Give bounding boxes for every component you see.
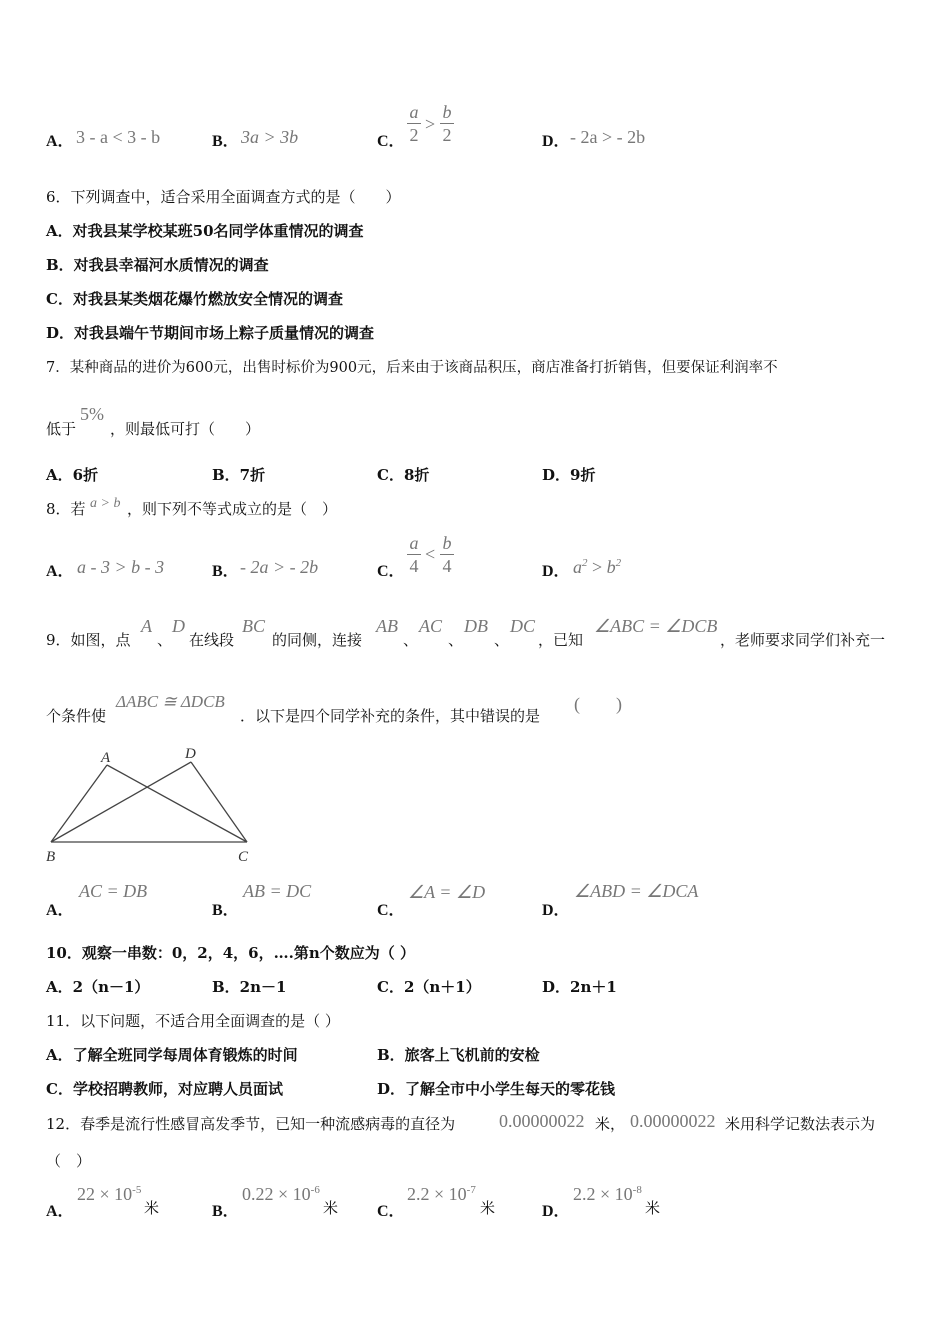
q12-option-c-label: C． xyxy=(377,1203,405,1220)
numerator: a xyxy=(409,533,419,553)
q12-option-b-expr xyxy=(242,1184,320,1205)
segment-ab xyxy=(51,765,107,842)
q9-sep-3: 、 xyxy=(494,631,510,649)
q5-option-a-label: A． xyxy=(46,133,74,150)
q9-text-4: 的同侧，连接 xyxy=(272,631,363,649)
q10-option-c: C．2（n＋1） xyxy=(377,978,481,996)
q9-segment-ab: AB xyxy=(376,616,398,636)
q5-option-a-expr: 3 - a < 3 - b xyxy=(76,127,161,147)
q8-stem-end: ，则下列不等式成立的是（ ） xyxy=(127,500,338,518)
q7-option-d: D．9折 xyxy=(542,466,596,484)
q9-congruence: ΔABC ≅ ΔDCB xyxy=(116,692,225,711)
exponent: 2 xyxy=(615,557,622,569)
q12-stem-end: 米用科学记数法表示为 xyxy=(725,1115,876,1133)
q9-option-b-expr: AB = DC xyxy=(243,881,312,901)
q9-option-a-label: A． xyxy=(46,902,74,919)
denominator: 2 xyxy=(442,125,452,145)
q8-option-d-expr xyxy=(573,557,621,578)
q12-option-a-expr xyxy=(77,1184,141,1205)
q11-option-d: D．了解全市中小学生每天的零花钱 xyxy=(377,1080,616,1098)
q12-option-a-label: A． xyxy=(46,1203,74,1220)
q12-stem-line2: （ ） xyxy=(46,1152,92,1170)
q9-option-c-label: C． xyxy=(377,902,405,919)
q9-option-c-expr: ∠A = ∠D xyxy=(408,882,486,902)
segment-ac xyxy=(107,765,247,842)
q9-sep-2: 、 xyxy=(448,631,464,649)
q9-angle-condition: ∠ABC = ∠DCB xyxy=(594,616,718,636)
q9-line2-start: 个条件使 xyxy=(46,707,107,725)
q12-option-c-expr xyxy=(407,1184,476,1205)
q9-line2-end: ．以下是四个同学补充的条件，其中错误的是 xyxy=(240,707,541,725)
exponent: -5 xyxy=(132,1184,142,1196)
q5-c-fraction-left xyxy=(407,101,421,146)
q12-option-b-unit: 米 xyxy=(323,1199,339,1217)
q9-segment-dc: DC xyxy=(510,616,536,636)
q5-c-operator: > xyxy=(425,114,436,134)
q12-option-c-unit: 米 xyxy=(480,1199,496,1217)
mantissa: 0.22 × 10 xyxy=(242,1184,311,1204)
q6-option-c: C．对我县某类烟花爆竹燃放安全情况的调查 xyxy=(46,290,343,308)
exponent: -8 xyxy=(632,1184,642,1196)
q9-option-a-expr: AC = DB xyxy=(79,881,148,901)
mantissa: 2.2 × 10 xyxy=(573,1184,633,1204)
q12-number-1: 0.00000022 xyxy=(499,1111,585,1131)
q8-condition: a > b xyxy=(90,496,121,511)
q8-option-b-expr: - 2a > - 2b xyxy=(240,557,319,577)
q7-option-b: B．7折 xyxy=(212,466,266,484)
q8-option-a-expr: a - 3 > b - 3 xyxy=(77,557,165,577)
q5-option-b-expr: 3a > 3b xyxy=(241,127,299,147)
q7-stem-line2-start: 低于 xyxy=(46,420,77,438)
q9-answer-paren: ( ) xyxy=(574,694,622,714)
q8-option-d-label: D． xyxy=(542,563,570,580)
mantissa: 22 × 10 xyxy=(77,1184,133,1204)
q10-option-d: D．2n＋1 xyxy=(542,978,617,996)
q10-option-b: B．2n－1 xyxy=(212,978,287,996)
q12-number-2: 0.00000022 xyxy=(630,1111,716,1131)
q9-point-d: D xyxy=(172,616,185,636)
q9-text-1: 9．如图，点 xyxy=(46,631,131,649)
q8-c-fraction-right xyxy=(440,532,454,577)
q9-text-3: 在线段 xyxy=(189,631,235,649)
q8-option-c-label: C． xyxy=(377,563,405,580)
q5-option-d-label: D． xyxy=(542,133,570,150)
q9-text-5: ，已知 xyxy=(538,631,584,649)
label-b: B xyxy=(46,849,56,865)
operator: > xyxy=(587,557,607,577)
q8-c-fraction-left xyxy=(407,532,421,577)
q8-c-operator: < xyxy=(425,544,436,564)
q7-stem-line2-end: ，则最低可打（ ） xyxy=(110,420,261,438)
q9-sep: 、 xyxy=(157,631,173,649)
q6-option-d: D．对我县端午节期间市场上粽子质量情况的调查 xyxy=(46,324,375,342)
q9-option-b-label: B． xyxy=(212,902,239,919)
q5-option-c-label: C． xyxy=(377,133,405,150)
q5-option-d-expr: - 2a > - 2b xyxy=(570,127,646,147)
q5-option-b-label: B． xyxy=(212,133,239,150)
q9-figure xyxy=(40,740,270,870)
label-c: C xyxy=(238,849,249,865)
q12-stem-mid: 米， xyxy=(595,1115,626,1133)
exponent: -7 xyxy=(466,1184,476,1196)
q9-segment-ac: AC xyxy=(419,616,443,636)
base: b xyxy=(606,557,616,577)
q8-option-b-label: B． xyxy=(212,563,239,580)
q11-option-c: C．学校招聘教师，对应聘人员面试 xyxy=(46,1080,283,1098)
q8-stem-start: 8．若 xyxy=(46,500,86,518)
numerator: a xyxy=(409,102,419,122)
q6-option-b: B．对我县幸福河水质情况的调查 xyxy=(46,256,269,274)
numerator: b xyxy=(442,533,452,553)
mantissa: 2.2 × 10 xyxy=(407,1184,467,1204)
numerator: b xyxy=(442,102,452,122)
q6-stem: 6．下列调查中，适合采用全面调查方式的是（ ） xyxy=(46,188,401,206)
q9-sep-1: 、 xyxy=(403,631,419,649)
q9-point-a: A xyxy=(141,616,152,636)
q9-segment-bc: BC xyxy=(242,616,266,636)
denominator: 4 xyxy=(442,556,452,576)
q9-option-d-expr: ∠ABD = ∠DCA xyxy=(574,881,699,901)
base: a xyxy=(573,557,582,577)
q7-option-c: C．8折 xyxy=(377,466,430,484)
segment-db xyxy=(51,762,191,842)
q8-option-a-label: A． xyxy=(46,563,74,580)
exponent: 2 xyxy=(582,557,588,569)
q9-segment-db: DB xyxy=(464,616,488,636)
q6-option-a: A．对我县某学校某班50名同学体重情况的调查 xyxy=(46,222,364,240)
q10-stem: 10．观察一串数：0，2，4，6，….第n个数应为（ ） xyxy=(46,944,415,962)
segment-dc xyxy=(191,762,247,842)
q12-option-b-label: B． xyxy=(212,1203,239,1220)
q7-percent: 5% xyxy=(80,404,104,424)
q5-c-fraction-right xyxy=(440,101,454,146)
denominator: 4 xyxy=(409,556,419,576)
exponent: -6 xyxy=(310,1184,320,1196)
q12-option-d-expr xyxy=(573,1184,642,1205)
q12-option-d-label: D． xyxy=(542,1203,570,1220)
denominator: 2 xyxy=(409,125,419,145)
q11-option-a: A．了解全班同学每周体育锻炼的时间 xyxy=(46,1046,298,1064)
q12-stem-start: 12．春季是流行性感冒高发季节，已知一种流感病毒的直径为 xyxy=(46,1115,456,1133)
label-d: D xyxy=(185,746,196,762)
q11-option-b: B．旅客上飞机前的安检 xyxy=(377,1046,540,1064)
q9-option-d-label: D． xyxy=(542,902,570,919)
q12-option-d-unit: 米 xyxy=(645,1199,661,1217)
q11-stem: 11．以下问题，不适合用全面调查的是（ ） xyxy=(46,1012,340,1030)
q7-option-a: A．6折 xyxy=(46,466,99,484)
label-a: A xyxy=(101,750,111,766)
q9-text-6: ，老师要求同学们补充一 xyxy=(720,631,886,649)
q7-stem-line1: 7．某种商品的进价为600元，出售时标价为900元，后来由于该商品积压，商店准备打折销售，但要保证利润率不 xyxy=(46,360,778,376)
q12-option-a-unit: 米 xyxy=(144,1199,160,1217)
q10-option-a: A．2（n－1） xyxy=(46,978,150,996)
